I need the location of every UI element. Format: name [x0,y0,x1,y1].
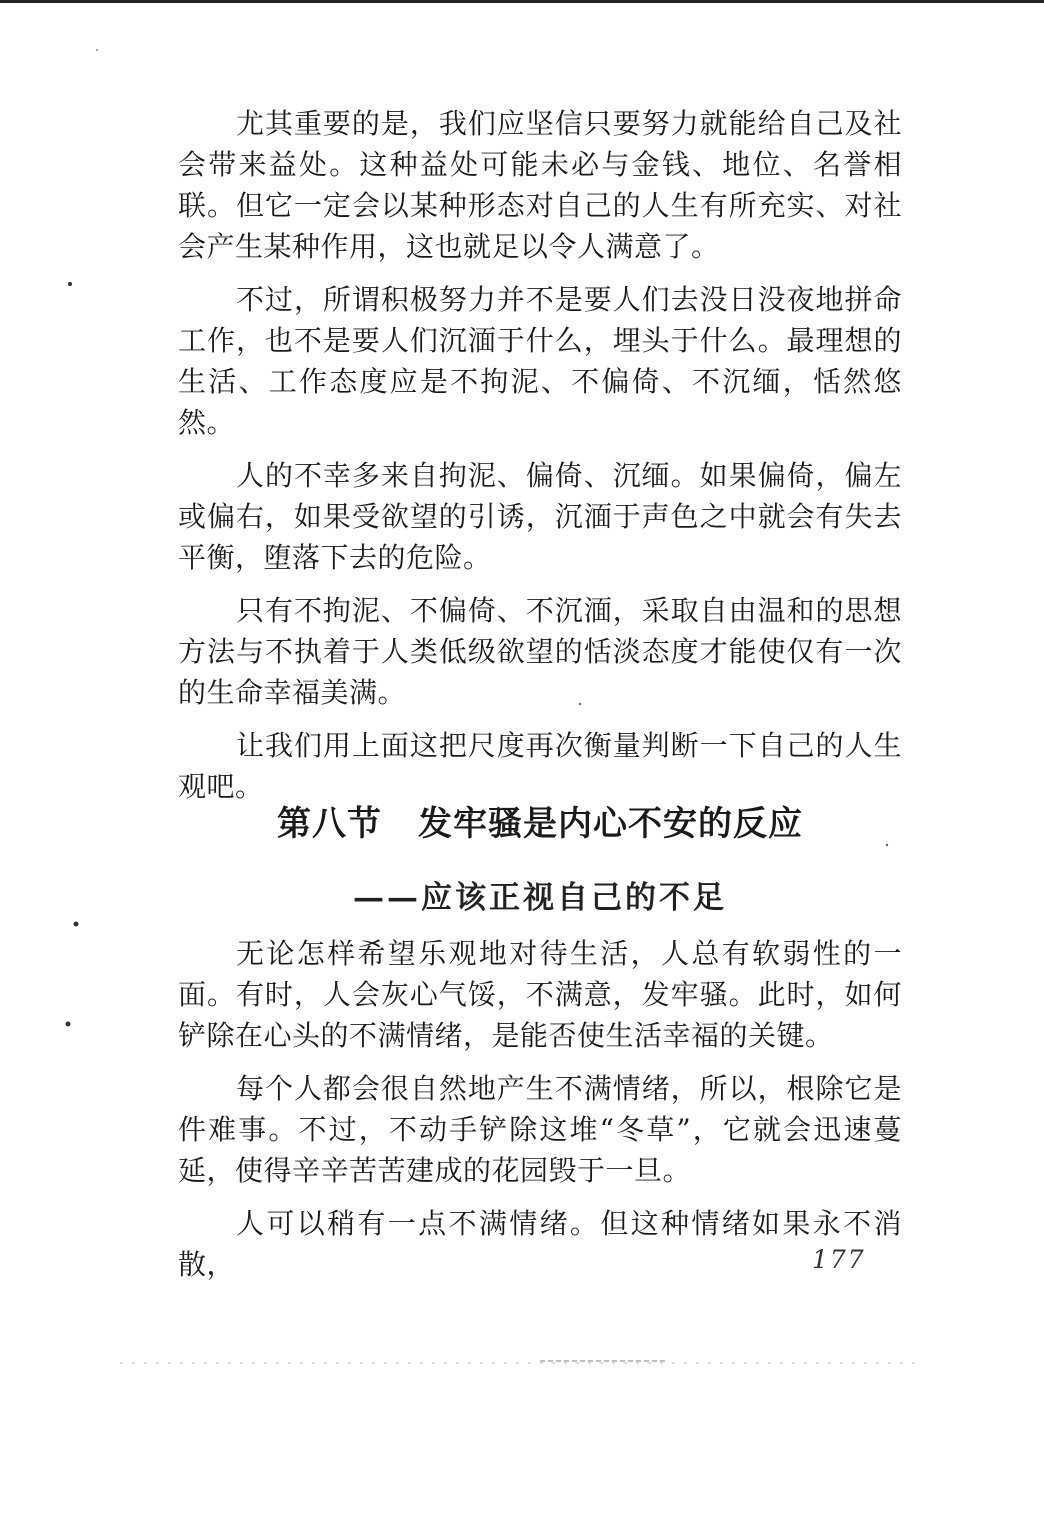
paragraph: 只有不拘泥、不偏倚、不沉湎，采取自由温和的思想方法与不执着于人类低级欲望的恬淡态度才能使仅有一次的生命幸福美满。 [178,594,902,709]
paragraph: 人的不幸多来自拘泥、偏倚、沉缅。如果偏倚，偏左或偏右，如果受欲望的引诱，沉湎于声色之中就会有失去平衡，堕落下去的危险。 [178,459,902,574]
paragraph: 人可以稍有一点不满情绪。但这种情绪如果永不消散， [178,1207,902,1281]
paragraph: 尤其重要的是，我们应坚信只要努力就能给自己及社会带来益处。这种益处可能未必与金钱、地位、名誉相联。但它一定会以某种形态对自己的人生有所充实、对社会产生某种作用，这也就足以令人满意了。 [178,107,902,263]
section-subtitle: ——应该正视自己的不足 [353,880,727,916]
section-title: 发牢骚是内心不安的反应 [418,804,803,844]
paragraph: 每个人都会很自然地产生不满情绪，所以，根除它是件难事。不过，不动手铲除这堆“冬草”，它就会迅速蔓延，使得辛辛苦苦建成的花园毁于一旦。 [178,1072,902,1187]
section-heading [178,796,902,845]
speck [66,1022,71,1027]
body-text-before-section [178,103,902,819]
paragraph: 不过，所谓积极努力并不是要人们去没日没夜地拼命工作，也不是要人们沉湎于什么，埋头于什么。最理想的生活、工作态度应是不拘泥、不偏倚、不沉缅，恬然悠然。 [178,283,902,439]
speck [74,922,79,927]
section-number: 第八节 [277,804,382,844]
speck [68,282,72,286]
paragraph: 让我们用上面这把尺度再次衡量判断一下自己的人生观吧。 [178,729,902,803]
top-border-line [0,0,1044,3]
body-text-after-section [178,933,902,1297]
page-number: 177 [812,1245,866,1274]
speck [96,49,98,51]
paragraph: 无论怎样希望乐观地对待生活，人总有软弱性的一面。有时，人会灰心气馁，不满意，发牢骚。此时，如何铲除在心头的不满情绪，是能否使生活幸福的关键。 [178,937,902,1052]
